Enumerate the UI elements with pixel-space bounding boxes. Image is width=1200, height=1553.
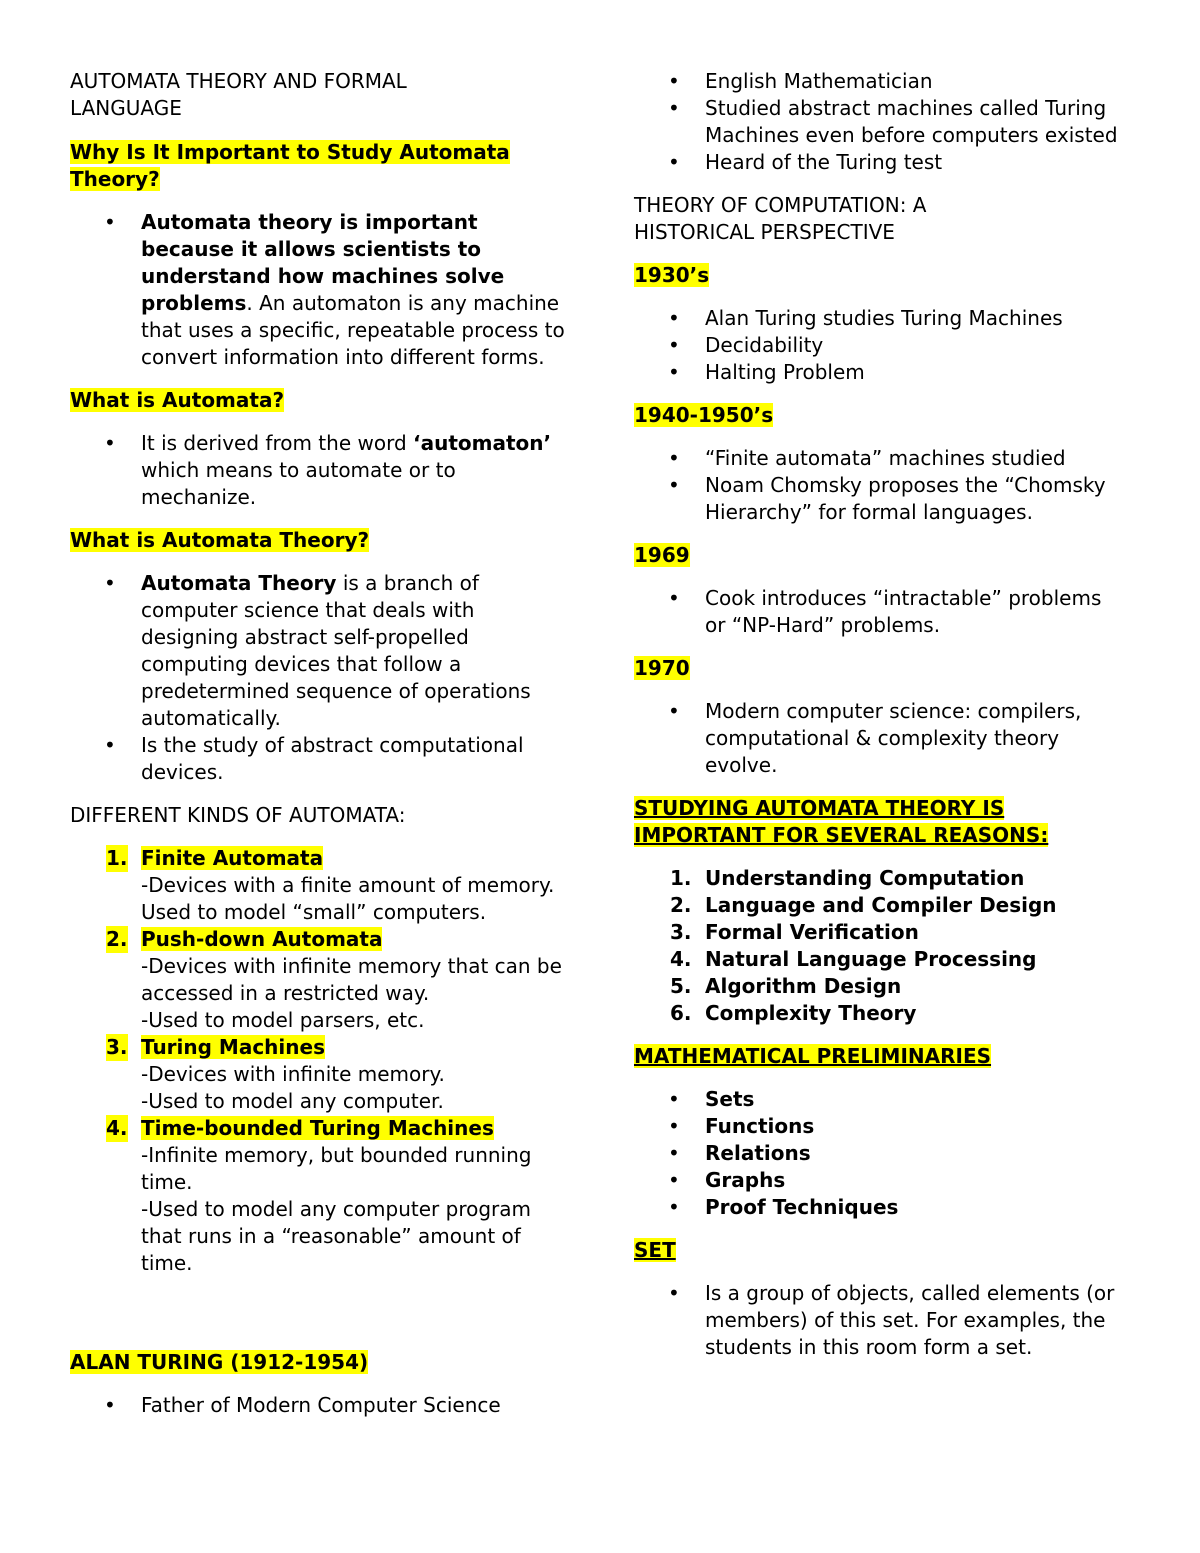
list-item: • Is the study of abstract computational devices. (70, 732, 570, 786)
list-item: • Noam Chomsky proposes the “Chomsky Hierarchy” for formal languages. (634, 472, 1124, 526)
document-title: AUTOMATA THEORY AND FORMAL LANGUAGE (70, 69, 407, 120)
list-item: • Studied abstract machines called Turing Machines even before computers existed (634, 95, 1124, 149)
list-item: 4. Natural Language Processing (670, 947, 1037, 971)
list-item: • Cook introduces “intractable” problems or “NP-Hard” problems. (634, 585, 1124, 639)
list-item: • Relations (634, 1140, 1124, 1167)
list-item: • Heard of the Turing test (634, 149, 1124, 176)
list-item: 5. Algorithm Design (670, 974, 902, 998)
reasons-heading: STUDYING AUTOMATA THEORY IS IMPORTANT FOR SEVERAL REASONS: (634, 796, 1049, 847)
what-list (70, 430, 570, 511)
history-title: THEORY OF COMPUTATION: A HISTORICAL PERSPECTIVE (634, 193, 927, 244)
year-1970-list (634, 698, 1124, 779)
list-item: • English Mathematician (634, 68, 1124, 95)
turing-heading: ALAN TURING (1912-1954) (70, 1350, 369, 1374)
list-item: • Functions (634, 1113, 1124, 1140)
math-list (634, 1086, 1124, 1221)
list-item: • Is a group of objects, called elements (or members) of this set. For examples, the students in this room form a set. (634, 1280, 1124, 1361)
reasons-list (634, 865, 1124, 1027)
list-item: • Alan Turing studies Turing Machines (634, 305, 1124, 332)
list-item: 3. Turing Machines -Devices with infinite memory. -Used to model any computer. (106, 1035, 445, 1113)
year-1940-list (634, 445, 1124, 526)
list-item: 1. Understanding Computation (670, 866, 1025, 890)
turing-list-start (70, 1392, 570, 1419)
list-item: • It is derived from the word ‘automaton’ which means to automate or to mechanize. (70, 430, 570, 511)
list-item: 4. Time-bounded Turing Machines -Infinite memory, but bounded running time. -Used to model any computer program that runs in a “reasonable” amount of time. (106, 1116, 532, 1275)
list-item: • Graphs (634, 1167, 1124, 1194)
why-list (70, 209, 570, 371)
year-1930-list (634, 305, 1124, 386)
year-1969-heading: 1969 (634, 543, 690, 567)
why-heading: Why Is It Important to Study Automata Theory? (70, 140, 510, 191)
theory-heading: What is Automata Theory? (70, 528, 370, 552)
list-item: • Modern computer science: compilers, computational & complexity theory evolve. (634, 698, 1124, 779)
set-heading: SET (634, 1238, 676, 1262)
math-heading: MATHEMATICAL PRELIMINARIES (634, 1044, 992, 1068)
list-item: 2. Language and Compiler Design (670, 893, 1057, 917)
list-item: • Halting Problem (634, 359, 1124, 386)
list-item: • Proof Techniques (634, 1194, 1124, 1221)
year-1970-heading: 1970 (634, 656, 690, 680)
list-item: • “Finite automata” machines studied (634, 445, 1124, 472)
list-item: 3. Formal Verification (670, 920, 919, 944)
turing-list-cont (634, 68, 1124, 176)
list-item: • Decidability (634, 332, 1124, 359)
list-item: 1. Finite Automata -Devices with a finite amount of memory. Used to model “small” computers. (106, 846, 555, 924)
year-1969-list (634, 585, 1124, 639)
left-column (70, 68, 570, 1435)
kinds-list (70, 845, 570, 1277)
list-item: • Automata Theory is a branch of computer science that deals with designing abstract self-propelled computing devices that follow a predetermined sequence of operations automatically. (70, 570, 570, 732)
list-item: • Father of Modern Computer Science (70, 1392, 570, 1419)
kinds-heading: DIFFERENT KINDS OF AUTOMATA: (70, 803, 406, 827)
what-heading: What is Automata? (70, 388, 285, 412)
theory-list (70, 570, 570, 786)
year-1930-heading: 1930’s (634, 263, 710, 287)
list-item: • Sets (634, 1086, 1124, 1113)
set-list (634, 1280, 1124, 1361)
list-item: • Automata theory is important because it allows scientists to understand how machines solve problems. An automaton is any machine that uses a specific, repeatable process to convert information into different forms. (70, 209, 570, 371)
year-1940-heading: 1940-1950’s (634, 403, 774, 427)
right-column (634, 68, 1124, 1377)
list-item: 6. Complexity Theory (670, 1001, 917, 1025)
list-item: 2. Push-down Automata -Devices with infinite memory that can be accessed in a restricted way. -Used to model parsers, etc. (106, 927, 562, 1032)
